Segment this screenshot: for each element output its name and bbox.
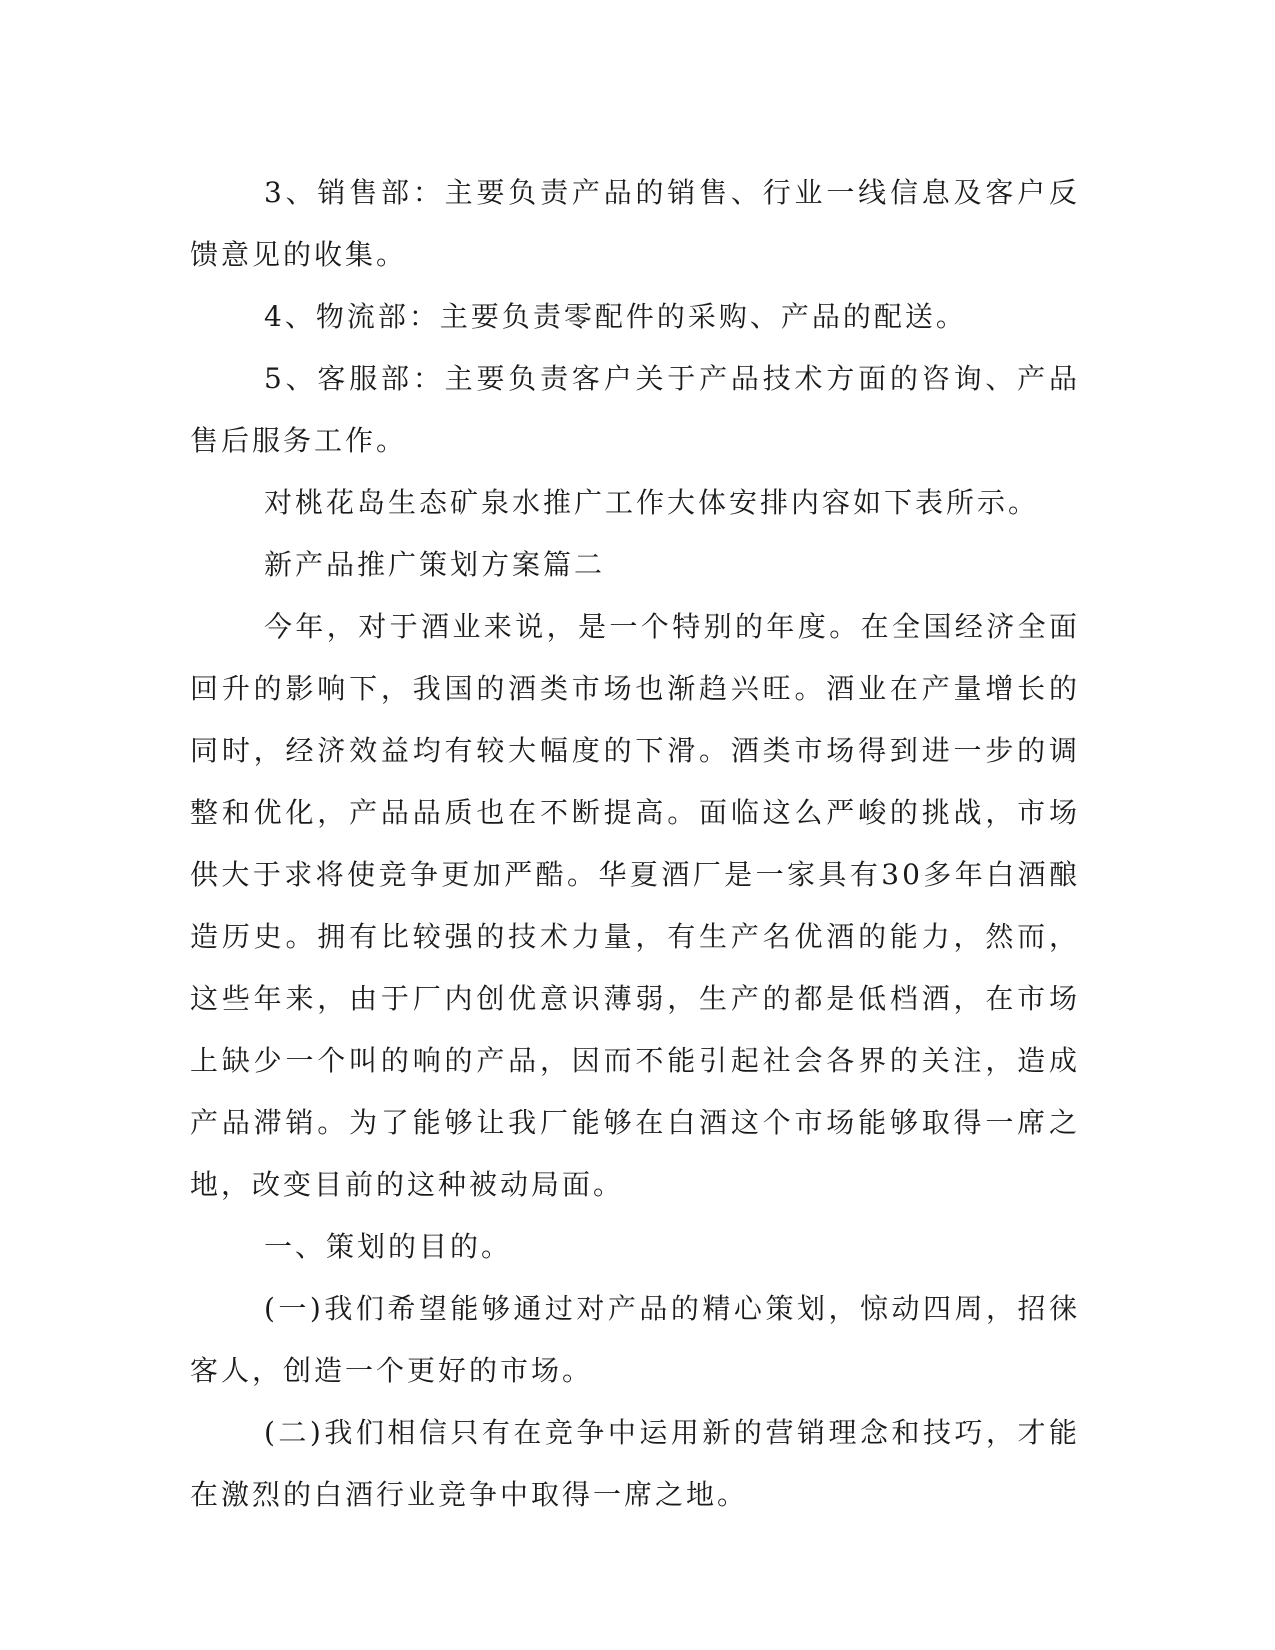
paragraph-logistics-dept: 4、物流部：主要负责零配件的采购、产品的配送。 [264,300,967,333]
paragraph-purpose-one: (一)我们希望能够通过对产品的精心策划，惊动四周，招徕客人，创造一个更好的市场。 [190,1292,1080,1387]
paragraph-sales-dept: 3、销售部：主要负责产品的销售、行业一线信息及客户反馈意见的收集。 [190,176,1080,271]
document-body [190,162,1080,1526]
paragraph-market-background: 今年，对于酒业来说，是一个特别的年度。在全国经济全面回升的影响下，我国的酒类市场也渐趋兴旺。酒业在产量增长的同时，经济效益均有较大幅度的下滑。酒类市场得到进一步的调整和优化，产品品质也在不断提高。面临这么严峻的挑战，市场供大于求将使竞争更加严酷。华夏酒厂是一家具有30多年白酒酿造历史。拥有比较强的技术力量，有生产名优酒的能力，然而，这些年来，由于厂内创优意识薄弱，生产的都是低档酒，在市场上缺少一个叫的响的产品，因而不能引起社会各界的关注，造成产品滞销。为了能够让我厂能够在白酒这个市场能够取得一席之地，改变目前的这种被动局面。 [190,610,1080,1201]
paragraph-service-dept: 5、客服部：主要负责客户关于产品技术方面的咨询、产品售后服务工作。 [190,362,1080,457]
paragraph-promotion-arrangement: 对桃花岛生态矿泉水推广工作大体安排内容如下表所示。 [264,486,1040,519]
paragraph-purpose-two: (二)我们相信只有在竞争中运用新的营销理念和技巧，才能在激烈的白酒行业竞争中取得一席之地。 [190,1416,1080,1511]
section-heading-purpose: 一、策划的目的。 [264,1230,513,1263]
section-heading-part-two: 新产品推广策划方案篇二 [264,548,606,581]
